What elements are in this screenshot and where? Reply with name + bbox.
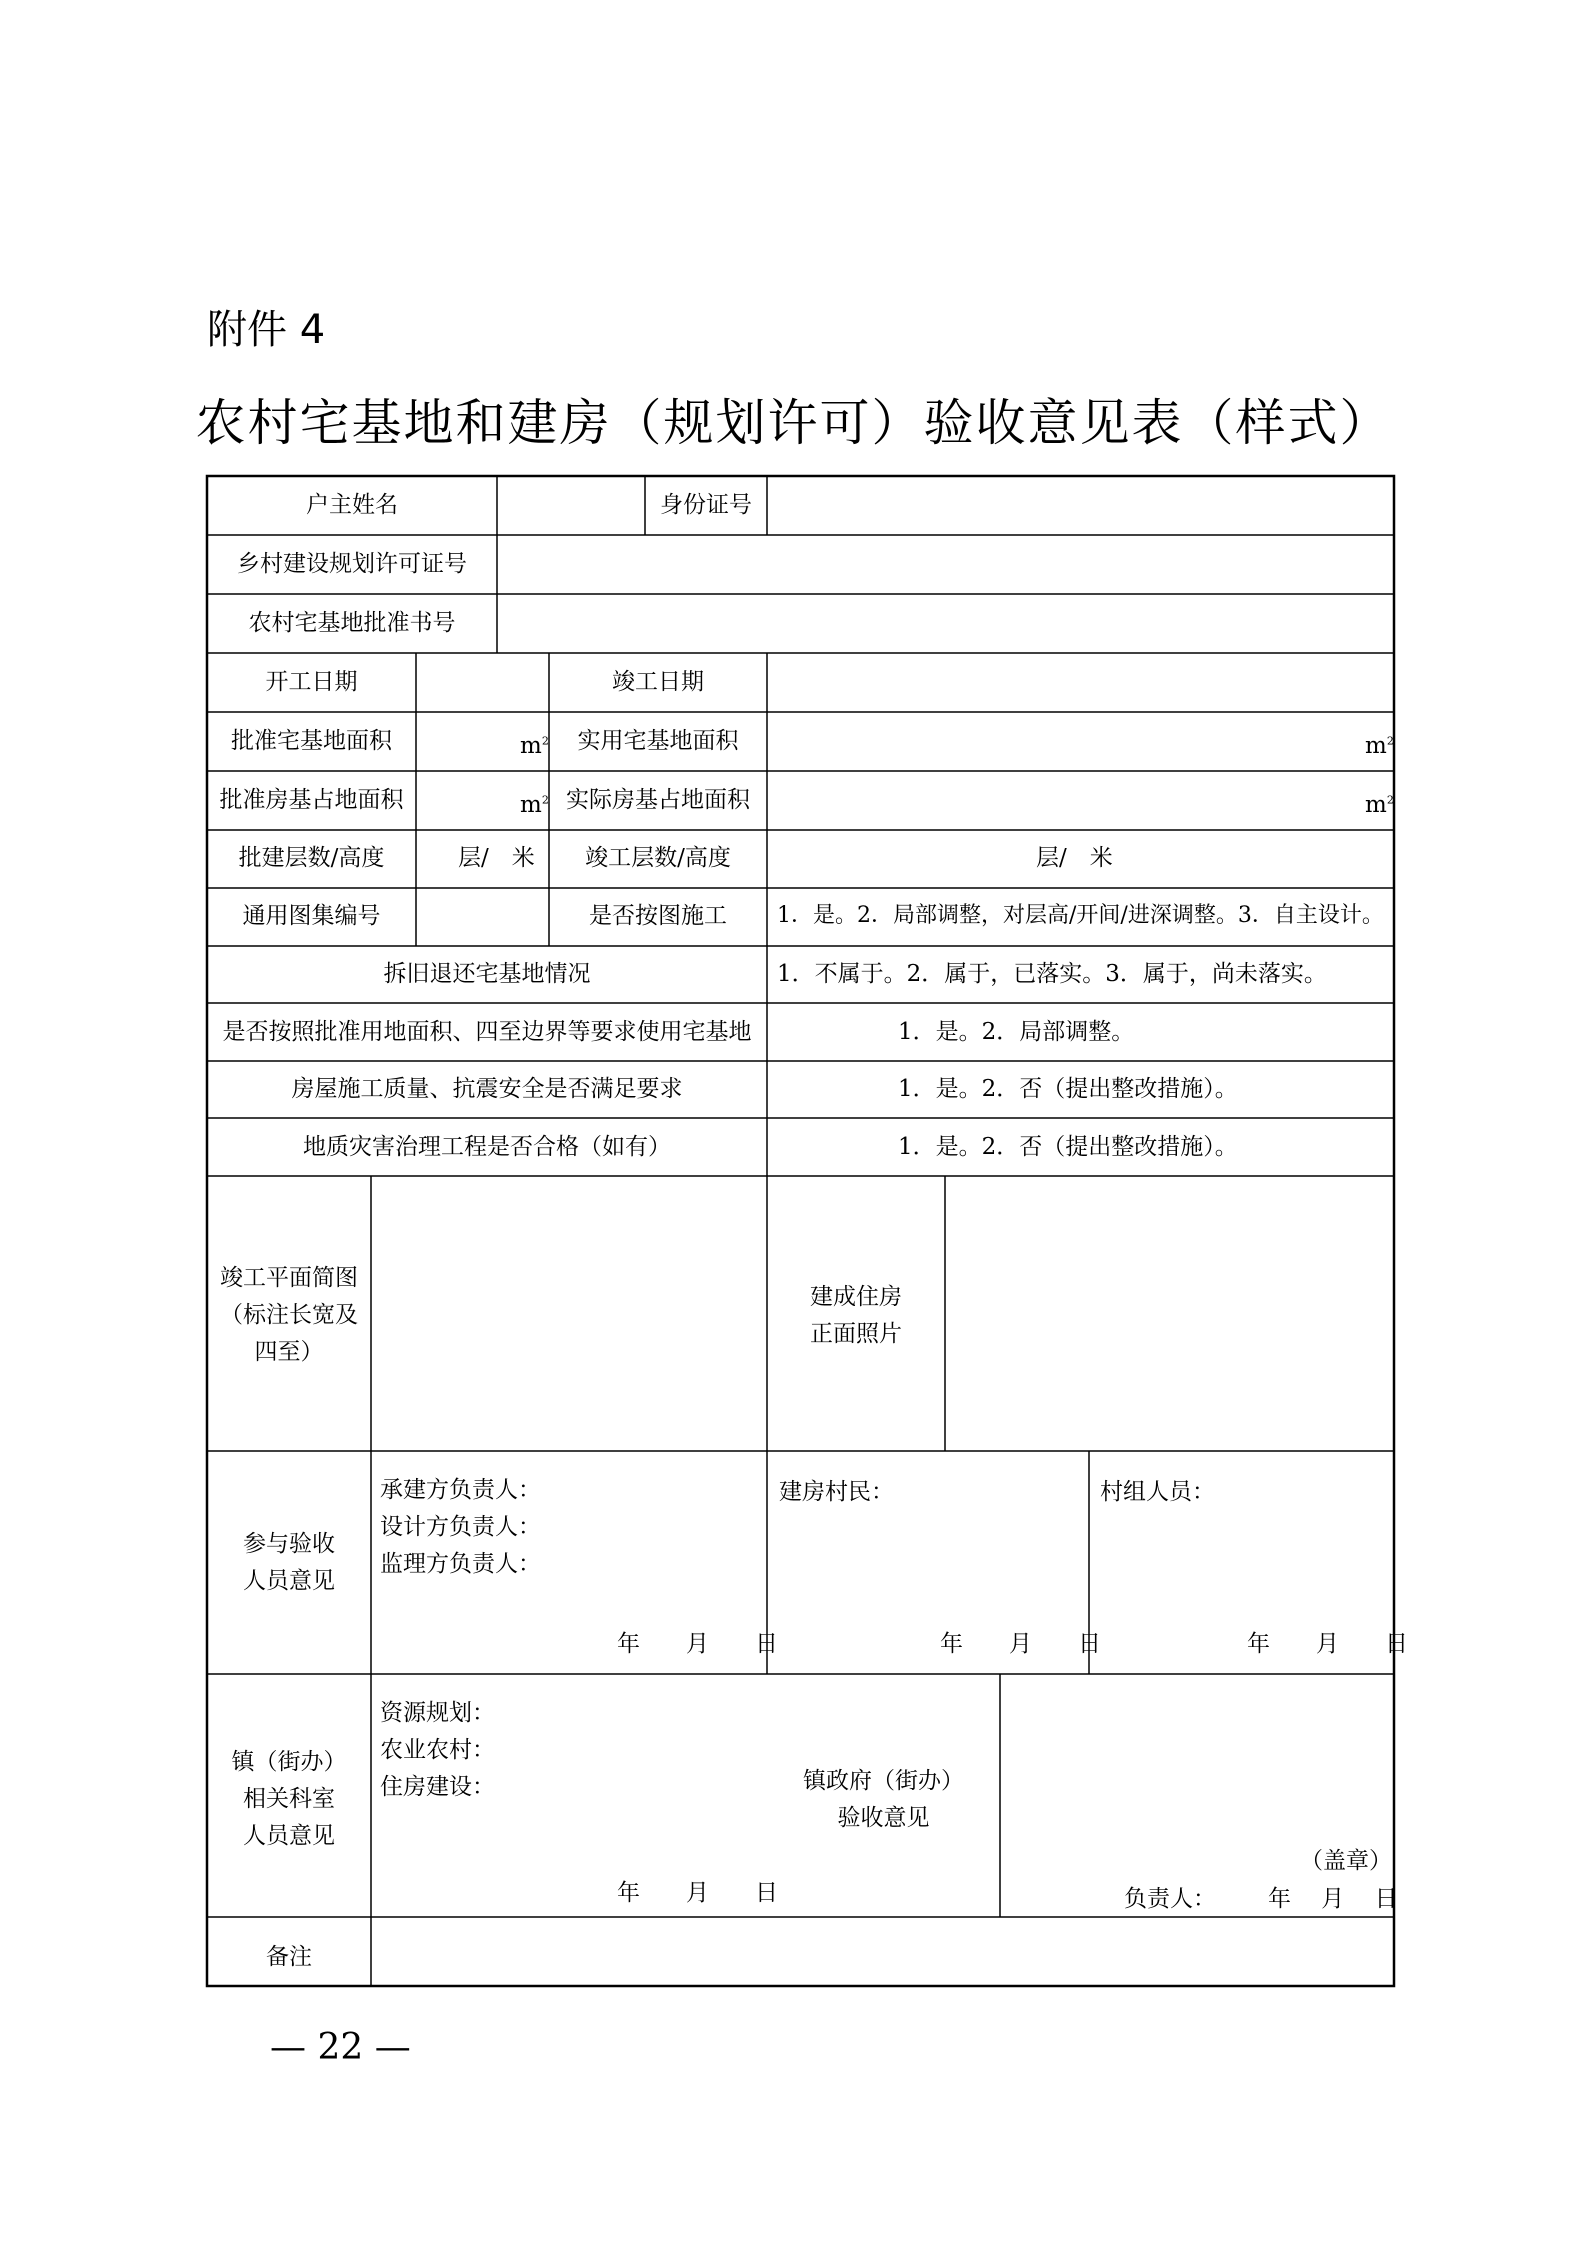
label-id-number: 身份证号	[660, 492, 752, 518]
label-approved-floors: 批建层数/高度	[238, 845, 385, 871]
label-approved-area: 批准宅基地面积	[231, 728, 392, 754]
label-by-drawing: 是否按图施工	[589, 903, 727, 929]
date-line: 年 月 日	[1268, 1886, 1398, 1912]
quality-options: 1．是。2．否（提出整改措施）。	[898, 1076, 1238, 1102]
floors-unit: 层/ 米	[458, 845, 535, 871]
label-person-in-charge: 负责人：	[1124, 1886, 1216, 1912]
label-geo: 地质灾害治理工程是否合格（如有）	[303, 1134, 671, 1160]
date-line: 年 月 日	[940, 1631, 1101, 1657]
label-actual-area: 实用宅基地面积	[577, 728, 739, 754]
label-quality: 房屋施工质量、抗震安全是否满足要求	[291, 1076, 683, 1102]
label-demolish: 拆旧退还宅基地情况	[383, 961, 591, 987]
seal-label: （盖章）	[1300, 1848, 1392, 1874]
label-town-gov: 镇政府（街办） 验收意见	[803, 1768, 964, 1831]
label-end-date: 竣工日期	[612, 669, 704, 695]
annex-label: 附件 4	[207, 307, 326, 353]
label-start-date: 开工日期	[265, 669, 358, 695]
date-line: 年 月 日	[617, 1631, 778, 1657]
date-line: 年 月 日	[617, 1880, 778, 1906]
by-drawing-options: 1．是。2．局部调整，对层高/开间/进深调整。3．自主设计。	[777, 903, 1384, 928]
geo-options: 1．是。2．否（提出整改措施）。	[898, 1134, 1238, 1160]
label-atlas-no: 通用图集编号	[242, 903, 381, 929]
label-permit-no: 乡村建设规划许可证号	[237, 551, 467, 577]
date-line: 年 月 日	[1247, 1631, 1408, 1657]
label-remarks: 备注	[266, 1944, 312, 1970]
label-village-group: 村组人员：	[1100, 1479, 1215, 1505]
land-use-options: 1．是。2．局部调整。	[898, 1019, 1135, 1045]
town-departments: 资源规划： 农业农村： 住房建设：	[380, 1700, 495, 1800]
label-approved-footprint: 批准房基占地面积	[219, 787, 404, 813]
label-actual-footprint: 实际房基占地面积	[566, 787, 750, 813]
form-title: 农村宅基地和建房（规划许可）验收意见表（样式）	[195, 394, 1392, 452]
floors-unit: 层/ 米	[1036, 845, 1113, 871]
unit-sqm: $m^2$	[520, 792, 549, 818]
label-built-floors: 竣工层数/高度	[585, 845, 731, 871]
participants-contractors: 承建方负责人： 设计方负责人： 监理方负责人：	[380, 1477, 541, 1577]
unit-sqm: $m^2$	[520, 733, 549, 759]
label-town-staff: 镇（街办） 相关科室 人员意见	[231, 1749, 347, 1849]
label-villager: 建房村民：	[779, 1479, 894, 1505]
label-approval-no: 农村宅基地批准书号	[248, 610, 456, 636]
demolish-options: 1．不属于。2．属于，已落实。3．属于，尚未落实。	[777, 961, 1327, 987]
label-owner-name: 户主姓名	[306, 492, 398, 518]
label-sketch: 竣工平面简图 （标注长宽及 四至）	[220, 1265, 358, 1365]
unit-sqm: $m^2$	[1365, 733, 1394, 759]
label-land-use: 是否按照批准用地面积、四至边界等要求使用宅基地	[222, 1019, 752, 1045]
unit-sqm: $m^2$	[1365, 792, 1394, 818]
label-photo: 建成住房 正面照片	[810, 1284, 902, 1347]
page-number: — 22 —	[270, 2027, 411, 2068]
label-participants: 参与验收 人员意见	[243, 1531, 335, 1594]
